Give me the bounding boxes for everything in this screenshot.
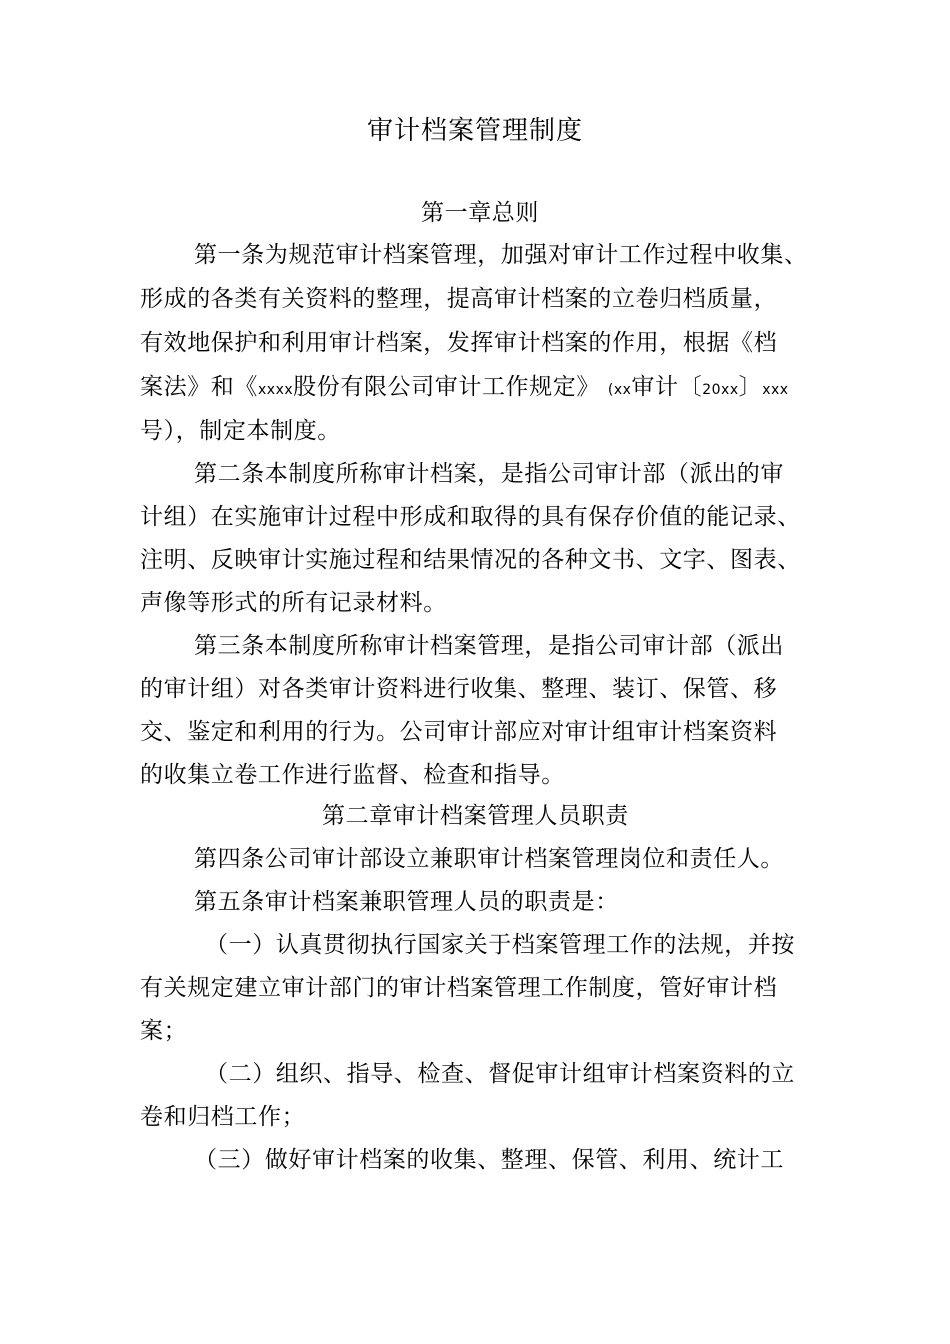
chapter-2-heading: 第二章审计档案管理人员职责 [322, 803, 629, 829]
item-1-line-2: 有关规定建立审计部门的审计档案管理工作制度，管好审计档 [140, 975, 778, 1001]
chapter-1-heading: 第一章总则 [421, 200, 539, 226]
article-2-line-4: 声像等形式的所有记录材料。 [140, 590, 447, 616]
article-3-line-1: 第三条本制度所称审计档案管理，是指公司审计部（派出 [194, 633, 784, 659]
article-1-line-4-f: 20xx [702, 382, 739, 398]
document-title: 审计档案管理制度 [366, 116, 583, 146]
item-2-line-2: 卷和归档工作； [140, 1104, 306, 1130]
article-1-line-1: 第一条为规范审计档案管理，加强对审计工作过程中收集、 [194, 242, 808, 268]
item-1-line-1: （一）认真贯彻执行国家关于档案管理工作的法规，并按 [205, 932, 795, 958]
article-1-line-4 [140, 372, 789, 405]
article-1-line-4-h: xxx [762, 382, 789, 398]
article-3-line-2: 的审计组）对各类审计资料进行收集、整理、装订、保管、移 [140, 676, 778, 702]
article-5: 第五条审计档案兼职管理人员的职责是： [194, 889, 619, 915]
article-1-line-3: 有效地保护和利用审计档案，发挥审计档案的作用，根据《档 [140, 330, 778, 356]
article-2-line-2: 计组）在实施审计过程中形成和取得的具有保存价值的能记录、 [140, 504, 801, 530]
article-1-line-4-a: 案法》和《 [140, 374, 258, 400]
article-1-line-4-c: 股份有限公司审计工作规定》 [293, 374, 600, 400]
article-1-line-4-e: 审计〔 [631, 374, 703, 400]
item-3-line-1: （三）做好审计档案的收集、整理、保管、利用、统计工 [194, 1147, 784, 1173]
article-1-line-5: 号），制定本制度。 [140, 418, 341, 444]
article-4: 第四条公司审计部设立兼职审计档案管理岗位和责任人。 [194, 846, 784, 872]
article-2-line-1: 第二条本制度所称审计档案，是指公司审计部（派出的审 [194, 461, 784, 487]
item-2-line-1: （二）组织、指导、检查、督促审计组审计档案资料的立 [205, 1061, 795, 1087]
article-1-line-4-b: xxxx [258, 382, 294, 398]
article-3-line-4: 的收集立卷工作进行监督、检查和指导。 [140, 762, 565, 788]
article-1-line-2: 形成的各类有关资料的整理，提高审计档案的立卷归档质量， [140, 286, 778, 312]
article-1-line-4-g: 〕 [738, 374, 763, 400]
item-1-line-3: 案； [140, 1018, 188, 1044]
article-2-line-3: 注明、反映审计实施过程和结果情况的各种文书、文字、图表、 [140, 547, 801, 573]
article-3-line-3: 交、鉴定和利用的行为。公司审计部应对审计组审计档案资料 [140, 719, 778, 745]
article-1-line-4-d: (xx [607, 382, 632, 398]
